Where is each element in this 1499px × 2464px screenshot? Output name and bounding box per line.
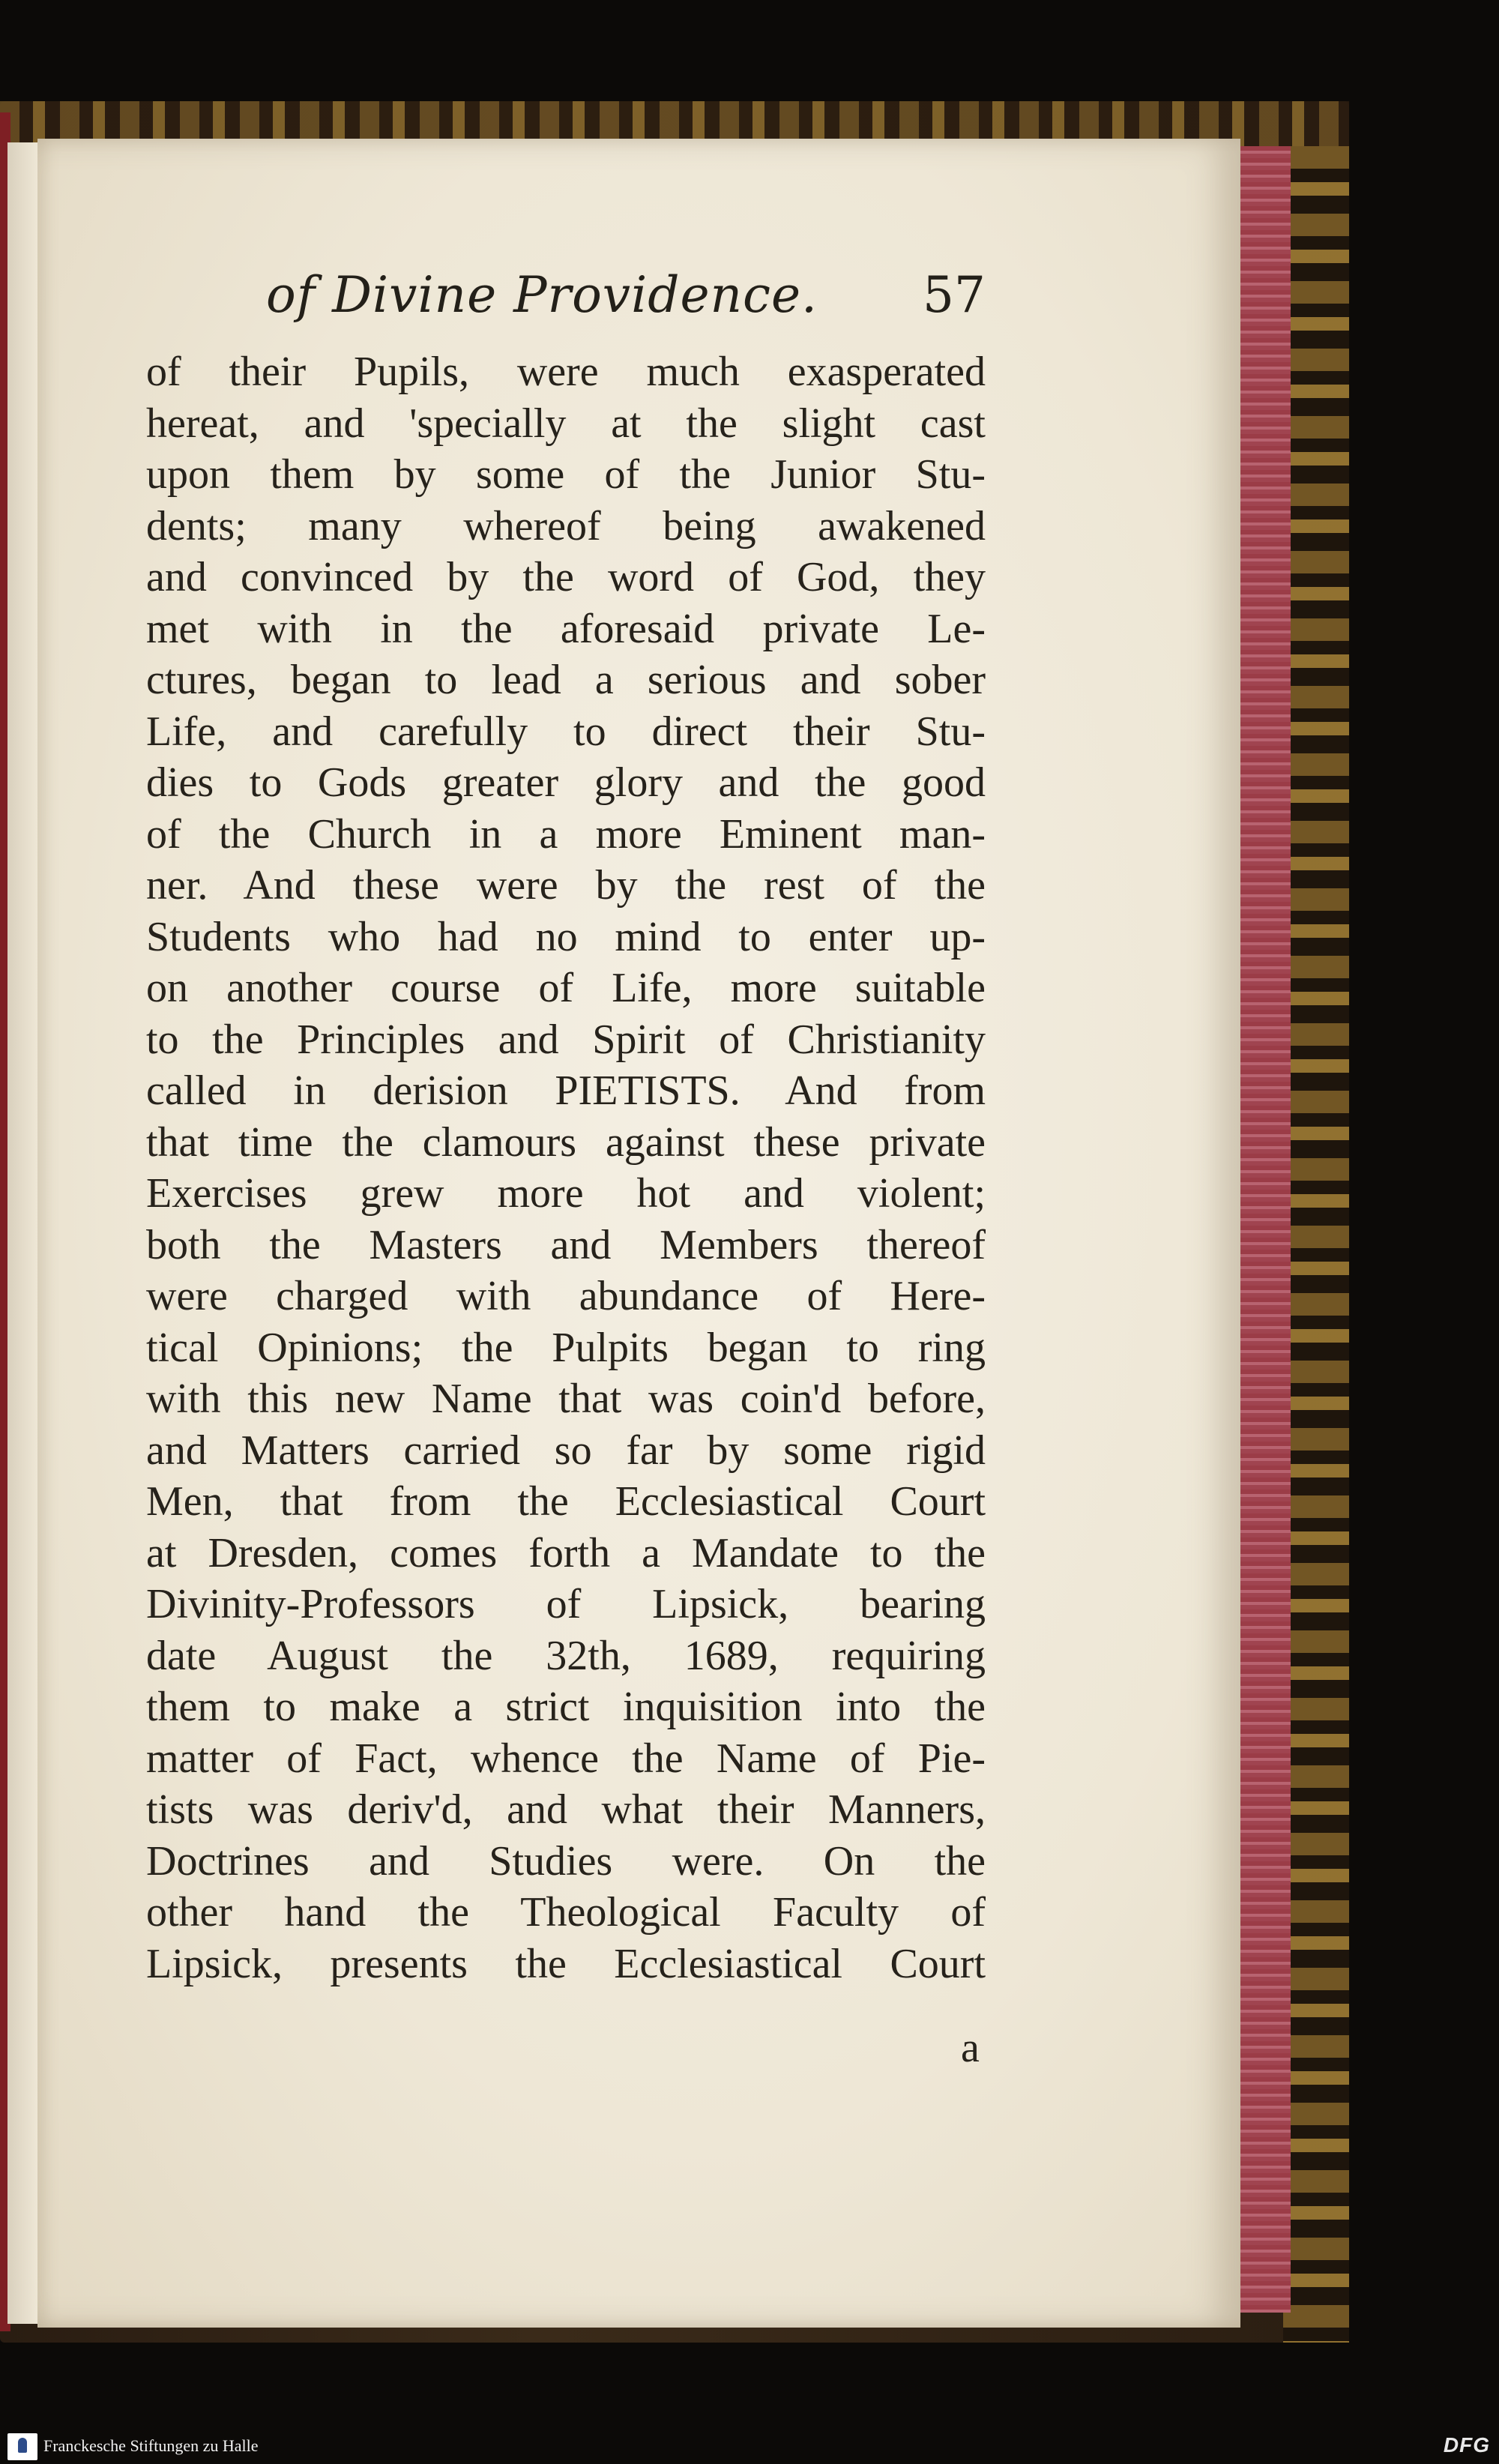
text-line: dents; many whereof being awakened	[146, 502, 986, 549]
marbled-endpaper	[1237, 146, 1291, 2313]
institution-name: Franckesche Stiftungen zu Halle	[43, 2436, 259, 2455]
running-title: of Divine Providence.	[266, 266, 818, 324]
text-line: ctures, began to lead a serious and sober	[146, 657, 986, 703]
text-line: called in derision PIETISTS. And from	[146, 1067, 986, 1114]
page-number: 57	[923, 266, 986, 324]
text-line: both the Masters and Members thereof	[146, 1221, 986, 1268]
text-line: and convinced by the word of God, they	[146, 554, 986, 600]
page-header	[266, 266, 986, 349]
catchword: a	[961, 2025, 980, 2071]
institution-logo-icon	[7, 2433, 37, 2460]
text-line: upon them by some of the Junior Stu-	[146, 451, 986, 498]
text-line: met with in the aforesaid private Le-	[146, 605, 986, 652]
text-line: Divinity-Professors of Lipsick, bearing	[146, 1581, 986, 1627]
text-line: tists was deriv'd, and what their Manners,	[146, 1786, 986, 1833]
body-text	[146, 346, 986, 1989]
text-line: were charged with abundance of Here-	[146, 1273, 986, 1319]
text-line: dies to Gods greater glory and the good	[146, 759, 986, 806]
text-line: hereat, and 'specially at the slight cast	[146, 400, 986, 447]
text-line: matter of Fact, whence the Name of Pie-	[146, 1735, 986, 1782]
text-line: Men, that from the Ecclesiastical Court	[146, 1478, 986, 1525]
text-line: of the Church in a more Eminent man-	[146, 810, 986, 858]
text-line: that time the clamours against these private	[146, 1118, 986, 1166]
text-line: on another course of Life, more suitable	[146, 965, 986, 1011]
text-line: other hand the Theological Faculty of	[146, 1889, 986, 1936]
text-line: ner. And these were by the rest of the	[146, 862, 986, 909]
text-line: with this new Name that was coin'd before,	[146, 1376, 986, 1422]
viewer-footer	[0, 2429, 1499, 2464]
text-line: Lipsick, presents the Ecclesiastical Court	[146, 1940, 986, 1987]
text-line: at Dresden, comes forth a Mandate to the	[146, 1529, 986, 1576]
text-line: and Matters carried so far by some rigid	[146, 1427, 986, 1474]
text-line: them to make a strict inquisition into the	[146, 1684, 986, 1730]
text-line: tical Opinions; the Pulpits began to ring	[146, 1324, 986, 1371]
text-line: Exercises grew more hot and violent;	[146, 1170, 986, 1217]
text-line: Life, and carefully to direct their Stu-	[146, 708, 986, 755]
text-line: Students who had no mind to enter up-	[146, 913, 986, 960]
text-line: to the Principles and Spirit of Christianity	[146, 1016, 986, 1063]
text-line: date August the 32th, 1689, requiring	[146, 1632, 986, 1679]
text-line: of their Pupils, were much exasperated	[146, 349, 986, 395]
text-line: Doctrines and Studies were. On the	[146, 1837, 986, 1885]
previous-page-edge	[7, 142, 39, 2324]
dfg-logo: DFG	[1443, 2433, 1490, 2457]
gilt-border-right	[1283, 146, 1349, 2343]
